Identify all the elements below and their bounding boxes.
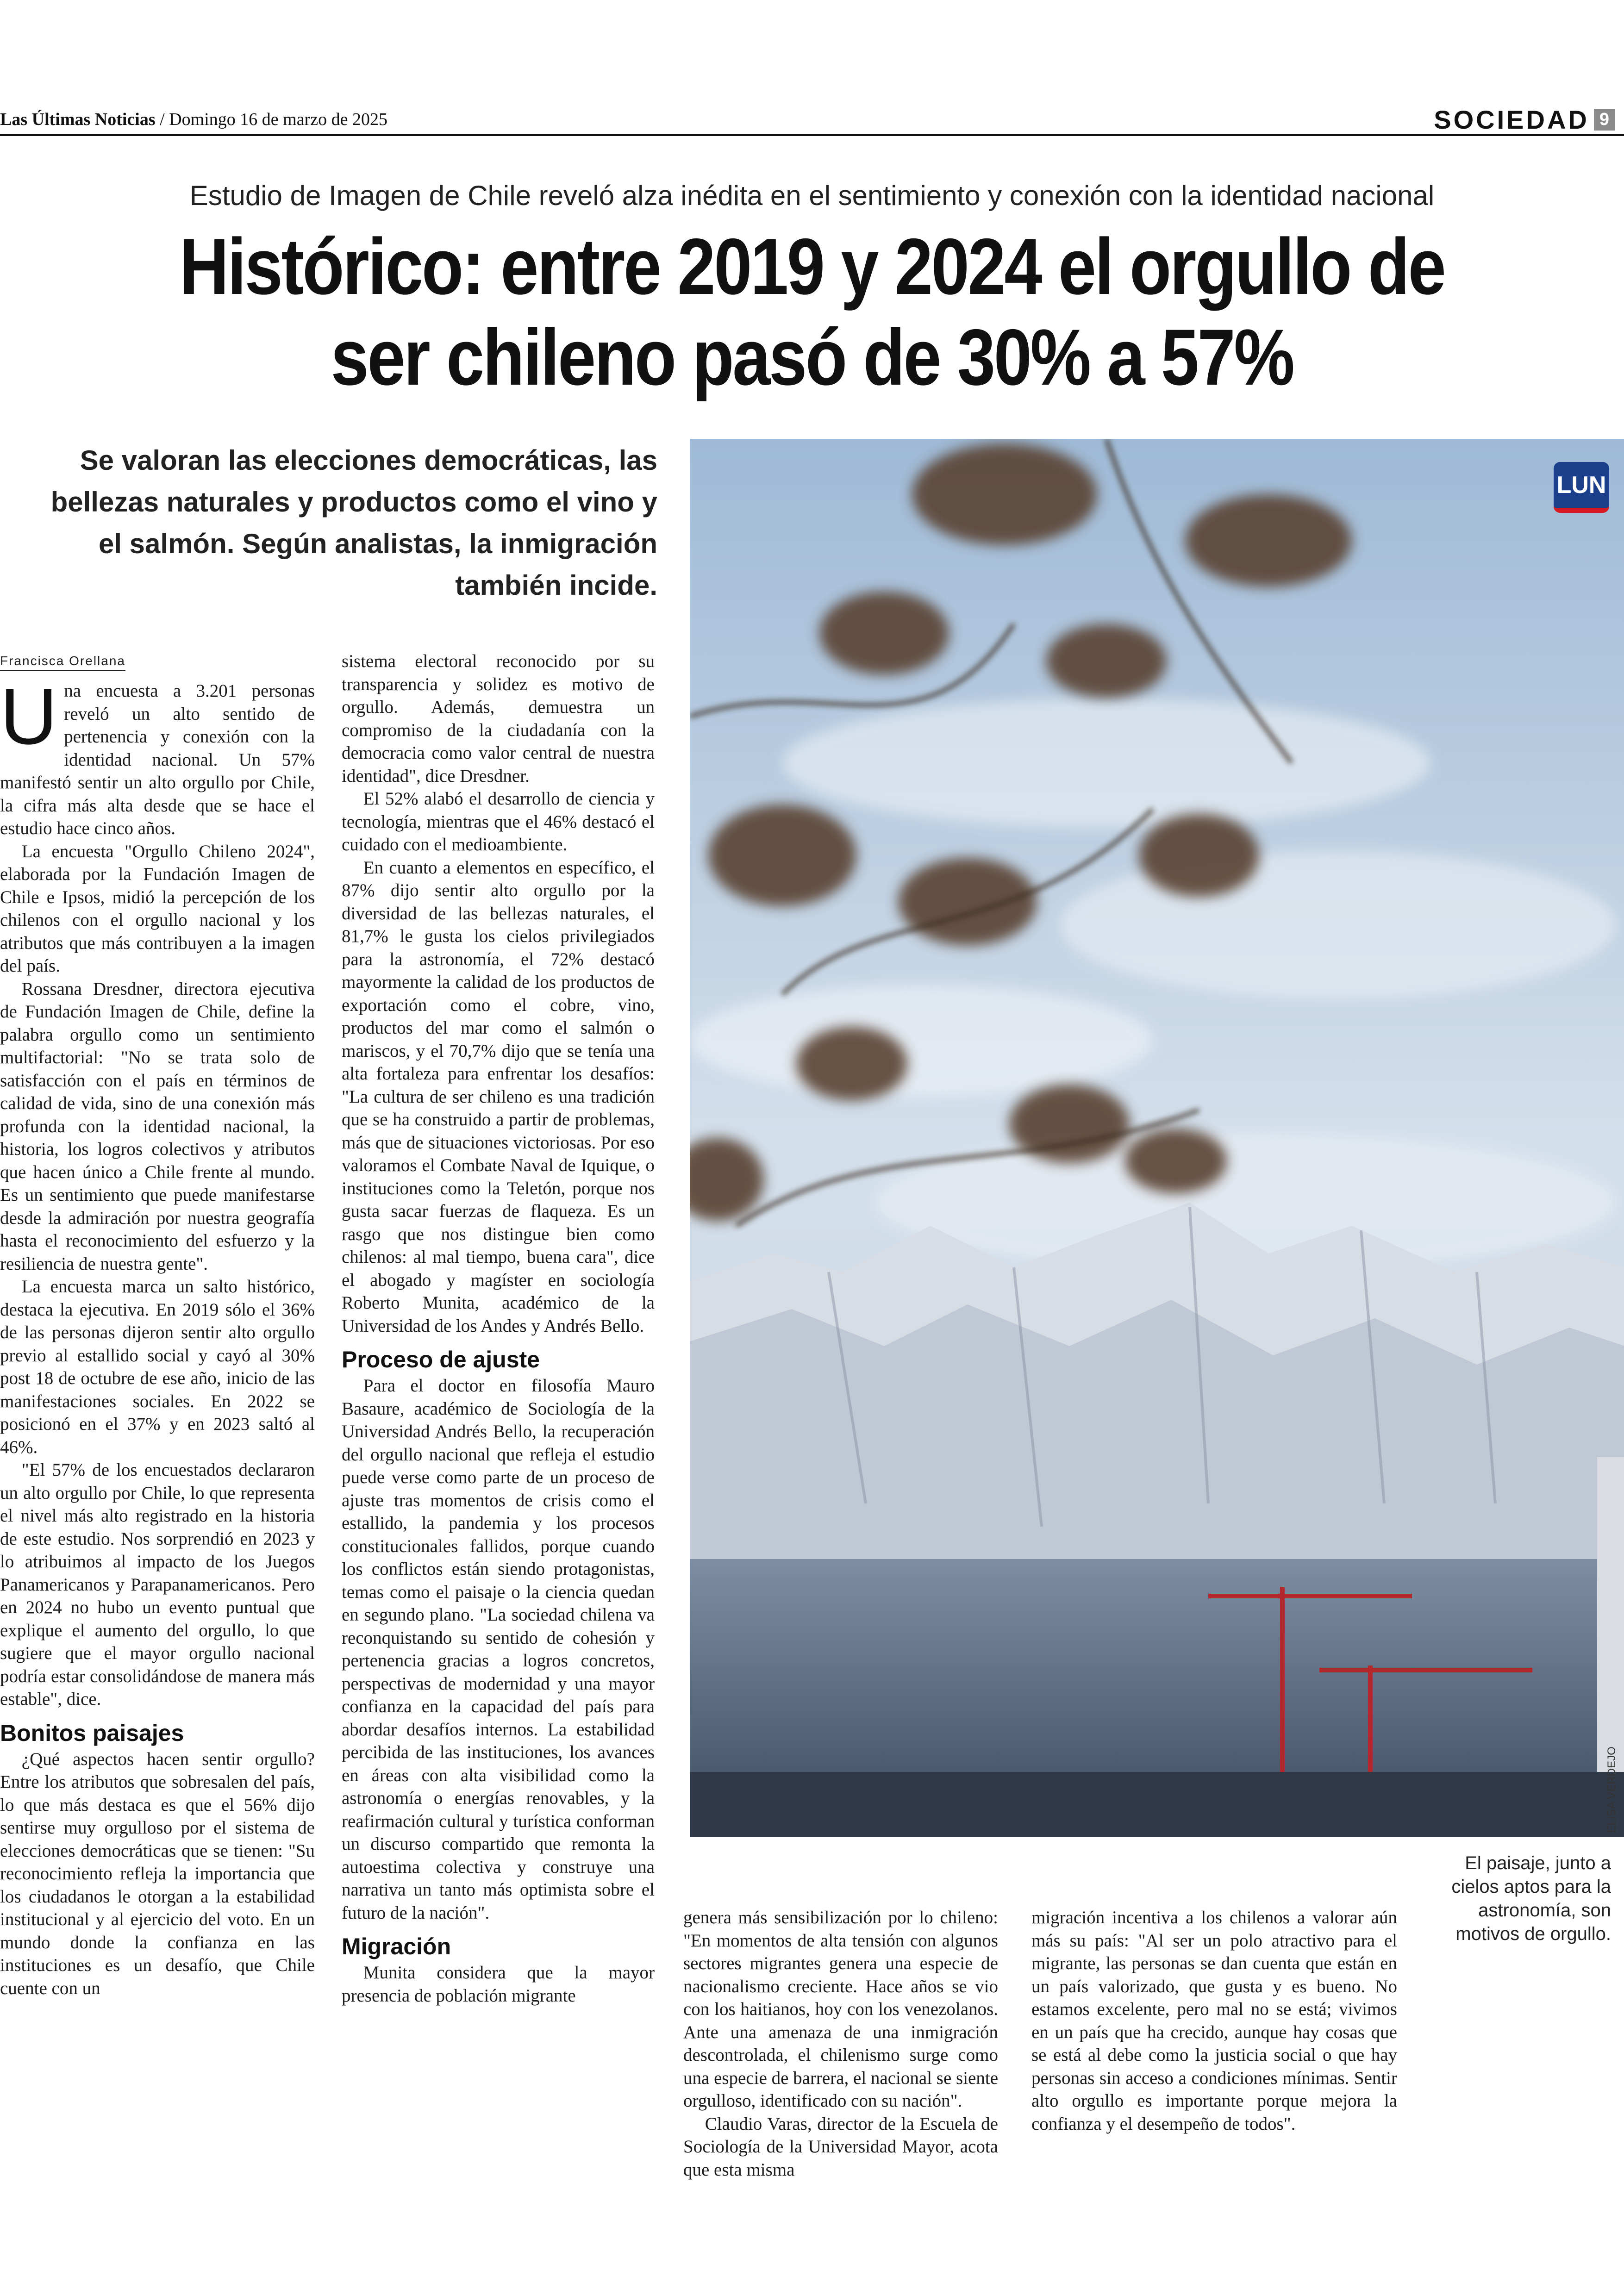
paragraph: Una encuesta a 3.201 personas reveló un alto sentido de pertenencia y conexión con la identidad nacional. Un 57% manifestó sentir un alto orgullo por Chile, la cifra más alta desde que se hace el estudio hace cinco años. <box>0 680 315 838</box>
header-rule <box>0 134 1624 136</box>
foreground-roof <box>690 1772 1624 1837</box>
drop-cap: U <box>0 680 58 761</box>
landscape-illustration <box>690 439 1624 1837</box>
lun-logo: LUN <box>1554 462 1609 513</box>
paragraph: En cuanto a elementos en específico, el 87% dijo sentir alto orgullo por la diversidad de las bellezas naturales, el 81,7% le gusta los cielos privilegiados para la astronomía, el 72% destacó mayormente la calidad de los productos de exportación como el cobre, vino, productos del mar como el salmón o mariscos, y el 70,7% dijo que se tenía una alta fortaleza para enfrentar los desafíos: "La cultura de ser chileno es una tradición que se ha construido a partir de problemas, más que de situaciones victoriosas. Por eso valoramos el Combate Naval de Iquique, o instituciones como la Teletón, porque nos gusta sacar fuerzas de flaqueza. Es un rasgo que nos distingue bien como chilenos: al mal tiempo, buena cara", dice el abogado y magíster en sociología Roberto Munita, académico de la Universidad de los Andes y Andrés Bello. <box>342 857 655 1336</box>
paragraph: La encuesta "Orgullo Chileno 2024", elaborada por la Fundación Imagen de Chile e Ipsos, midió la percepción de los chilenos con el orgullo nacional y los atributos que más contribuyen a la imagen del país. <box>0 841 315 976</box>
section-tag <box>1434 105 1615 135</box>
masthead <box>0 109 387 130</box>
deck: Se valoran las elecciones democráticas, las bellezas naturales y productos como el vino y el salmón. Según analistas, la inmigración también incide. <box>50 445 657 601</box>
byline: Francisca Orellana <box>0 654 125 671</box>
page-number: 9 <box>1594 109 1615 131</box>
paragraph: migración incentiva a los chilenos a valorar aún más su país: "Al ser un polo atractivo para el migrante, las personas se dan cuenta que están en un país valorizado, que gusta y es bueno. No estamos excelente, pero mal no se está; vivimos en un país que ha crecido, aunque hay cosas que se está al debe como la justicia social o que hay personas sin acceso a condiciones mínimas. Sentir alto orgullo es importante porque mejora la confianza y el desempeño de todos". <box>1031 1908 1397 2134</box>
kicker: Estudio de Imagen de Chile reveló alza inédita en el sentimiento y conexión con la identidad nacional <box>189 180 1435 211</box>
headline-line-1: Histórico: entre 2019 y 2024 el orgullo de <box>179 222 1445 311</box>
section-name: SOCIEDAD <box>1434 105 1589 134</box>
headline-line-2: ser chileno pasó de 30% a 57% <box>331 313 1293 402</box>
headline <box>137 221 1487 403</box>
paragraph: genera más sensibilización por lo chileno: "En momentos de alta tensión con algunos sectores migrantes genera una especie de nacionalismo creciente. Hace años se vio con los haitianos, hoy con los venezolanos. Ante una amenaza de una inmigración descontrolada, el chilenismo surge como una especie de barrera, el nacional se siente orgulloso, identificado con su nación". <box>683 1908 998 2111</box>
paragraph: El 52% alabó el desarrollo de ciencia y tecnología, mientras que el 46% destacó el cuidado con el medioambiente. <box>342 789 655 854</box>
photo-caption: El paisaje, junto a cielos aptos para la astronomía, son motivos de orgullo. <box>1451 1853 1611 1944</box>
subhead-paisajes: Bonitos paisajes <box>0 1720 184 1746</box>
paragraph: Claudio Varas, director de la Escuela de Sociología de la Universidad Mayor, acota que esta misma <box>683 2114 998 2180</box>
paragraph: Para el doctor en filosofía Mauro Basaure, académico de Sociología de la Universidad Andrés Bello, la recuperación del orgullo nacional que refleja el estudio puede verse como parte de un proceso de ajuste tras momentos de crisis como el estallido, la pandemia y los procesos constitucionales fallidos, porque cuando los conflictos están siendo protagonistas, temas como el paisaje o la ciencia quedan en segundo plano. "La sociedad chilena va reconquistando su sentido de cohesión y pertenencia gracias a logros concretos, perspectivas de modernidad y una mayor confianza en la capacidad del país para abordar desafíos internos. La estabilidad percibida de las instituciones, los avances en áreas con alta visibilidad como la astronomía o energías renovables, y la reafirmación cultural y turística conforman un discurso compartido que remonta la autoestima colectiva y construye una narrativa un tanto más optimista sobre el futuro de la nación". <box>342 1376 655 1923</box>
newspaper-name: Las Últimas Noticias <box>0 110 156 129</box>
paragraph: La encuesta marca un salto histórico, destaca la ejecutiva. En 2019 sólo el 36% de las personas dijeron sentir alto orgullo previo al estallido social y cayó al 30% post 18 de octubre de ese año, inicio de las manifestaciones sociales. En 2022 se posicionó en el 37% y en 2023 saltó al 46%. <box>0 1277 315 1457</box>
subhead-migracion: Migración <box>342 1933 451 1959</box>
column-1 <box>0 680 315 2216</box>
paragraph: sistema electoral reconocido por su transparencia y solidez es motivo de orgullo. Además, demuestra un compromiso de la ciudadanía con la democracia como valor central de nuestra identidad", dice Dresdner. <box>342 651 655 786</box>
subhead-ajuste: Proceso de ajuste <box>342 1347 540 1372</box>
column-2 <box>342 650 655 2214</box>
issue-date: / Domingo 16 de marzo de 2025 <box>155 110 387 129</box>
paragraph: Munita considera que la mayor presencia de población migrante <box>342 1963 655 2006</box>
column-4 <box>1031 1906 1397 2216</box>
paragraph: ¿Qué aspectos hacen sentir orgullo? Entre los atributos que sobresalen del país, lo que más destaca es que el 56% dijo sentirse muy orgulloso por el sistema de elecciones democráticas que se tienen: "Su reconocimiento refleja la importancia que los ciudadanos le otorgan a la estabilidad institucional y al ejercicio del voto. En un mundo donde la confianza en las instituciones es un desafío, que Chile cuente con un <box>0 1749 315 1998</box>
article-photo <box>690 439 1624 1837</box>
column-3 <box>683 1906 998 2216</box>
photo-credit: ELISA VERDEJO <box>1605 1746 1618 1833</box>
paragraph: Rossana Dresdner, directora ejecutiva de Fundación Imagen de Chile, define la palabra orgullo como un sentimiento multifactorial: "No se trata solo de satisfacción con el país en términos de calidad de vida, sino de una conexión más profunda con la identidad nacional, la historia, los logros colectivos y atributos que hacen único a Chile frente al mundo. Es un sentimiento que puede manifestarse desde la admiración por nuestra geografía hasta el reconocimiento del esfuerzo y la resiliencia de nuestra gente". <box>0 979 315 1274</box>
paragraph: "El 57% de los encuestados declararon un alto orgullo por Chile, lo que representa el nivel más alto registrado en la historia de este estudio. Nos sorprendió en 2023 y lo atribuimos al impacto de los Juegos Panamericanos y Parapanamericanos. Pero en 2024 no hubo un evento puntual que explique el aumento del orgullo, lo que sugiere que el mayor orgullo nacional podría estar consolidándose de manera más estable", dice. <box>0 1460 315 1709</box>
